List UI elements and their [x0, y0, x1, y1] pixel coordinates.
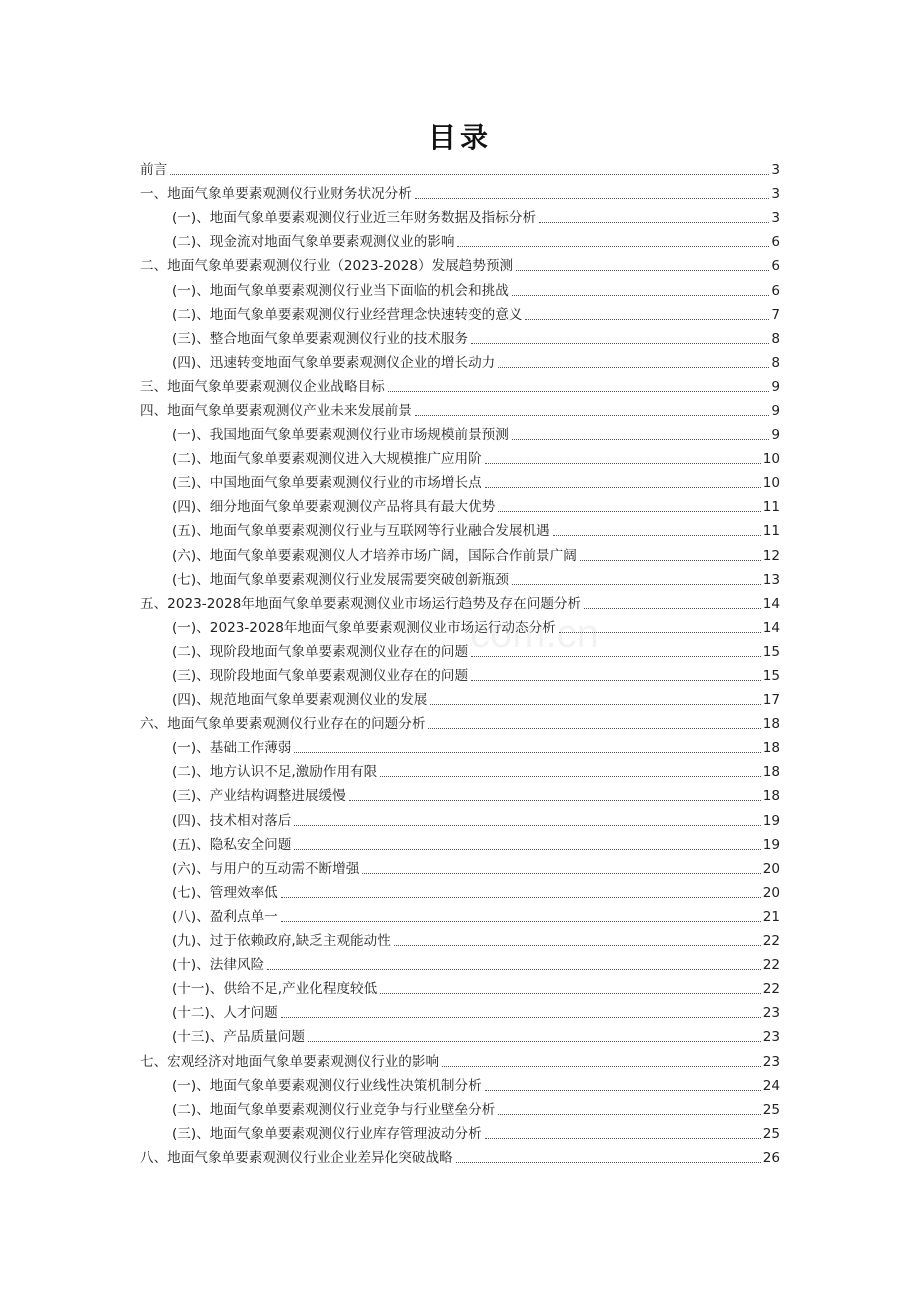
toc-entry-page: 15	[762, 643, 780, 660]
toc-entry[interactable]	[140, 592, 780, 616]
toc-entry-label: (四)、规范地面气象单要素观测仪业的发展	[172, 692, 428, 709]
toc-entry[interactable]	[140, 857, 780, 881]
toc-leader-dots	[498, 510, 760, 512]
toc-entry[interactable]	[140, 158, 780, 182]
toc-leader-dots	[394, 944, 761, 946]
toc-entry-label: (四)、技术相对落后	[172, 812, 292, 829]
toc-entry-label: (九)、过于依赖政府,缺乏主观能动性	[172, 933, 391, 950]
toc-leader-dots	[294, 848, 760, 850]
toc-entry[interactable]	[140, 447, 780, 471]
toc-entry-label: (一)、地面气象单要素观测仪行业近三年财务数据及指标分析	[172, 210, 537, 227]
toc-entry-label: (十三)、产品质量问题	[172, 1029, 305, 1046]
toc-leader-dots	[294, 751, 760, 753]
toc-entry[interactable]	[140, 1122, 780, 1146]
toc-leader-dots	[553, 534, 761, 536]
toc-entry-label: (三)、现阶段地面气象单要素观测仪业存在的问题	[172, 668, 469, 685]
toc-leader-dots	[485, 486, 761, 488]
toc-entry-page: 18	[762, 788, 780, 805]
toc-entry-page: 20	[762, 860, 780, 877]
toc-entry-label: 四、地面气象单要素观测仪产业未来发展前景	[140, 402, 412, 419]
toc-leader-dots	[428, 727, 760, 729]
toc-leader-dots	[380, 992, 760, 994]
toc-entry[interactable]	[140, 881, 780, 905]
toc-entry-label: (二)、地方认识不足,激励作用有限	[172, 764, 378, 781]
toc-entry[interactable]	[140, 423, 780, 447]
toc-entry-page: 23	[762, 1005, 780, 1022]
toc-leader-dots	[281, 1016, 761, 1018]
toc-entry[interactable]	[140, 977, 780, 1001]
toc-entry[interactable]	[140, 278, 780, 302]
toc-entry[interactable]	[140, 495, 780, 519]
toc-entry-page: 6	[771, 258, 780, 275]
toc-entry-page: 6	[771, 282, 780, 299]
toc-leader-dots	[308, 1040, 761, 1042]
toc-entry[interactable]	[140, 375, 780, 399]
toc-leader-dots	[457, 245, 769, 247]
toc-entry-page: 18	[762, 764, 780, 781]
toc-entry-page: 21	[762, 908, 780, 925]
toc-entry-page: 10	[762, 475, 780, 492]
toc-entry[interactable]	[140, 230, 780, 254]
toc-entry-label: 七、宏观经济对地面气象单要素观测仪行业的影响	[140, 1053, 440, 1070]
toc-entry-label: (一)、2023-2028年地面气象单要素观测仪业市场运行动态分析	[172, 619, 556, 636]
toc-entry-label: (六)、与用户的互动需不断增强	[172, 860, 360, 877]
toc-entry[interactable]	[140, 664, 780, 688]
toc-entry[interactable]	[140, 1049, 780, 1073]
toc-entry-page: 8	[771, 330, 780, 347]
toc-leader-dots	[380, 775, 760, 777]
toc-entry-page: 11	[762, 499, 780, 516]
toc-entry-label: 三、地面气象单要素观测仪企业战略目标	[140, 378, 385, 395]
toc-entry-page: 18	[762, 740, 780, 757]
toc-entry-page: 7	[771, 306, 780, 323]
toc-entry-label: (三)、中国地面气象单要素观测仪行业的市场增长点	[172, 475, 482, 492]
toc-entry-page: 23	[762, 1029, 780, 1046]
toc-entry-label: 二、地面气象单要素观测仪行业（2023-2028）发展趋势预测	[140, 258, 514, 275]
toc-leader-dots	[485, 1089, 761, 1091]
toc-entry[interactable]	[140, 905, 780, 929]
toc-entry[interactable]	[140, 1098, 780, 1122]
toc-entry-page: 6	[771, 234, 780, 251]
toc-entry-page: 22	[762, 933, 780, 950]
toc-leader-dots	[170, 173, 769, 175]
toc-entry-label: (一)、地面气象单要素观测仪行业当下面临的机会和挑战	[172, 282, 509, 299]
toc-entry[interactable]	[140, 471, 780, 495]
toc-leader-dots	[525, 318, 769, 320]
toc-leader-dots	[349, 799, 761, 801]
toc-entry[interactable]	[140, 399, 780, 423]
toc-entry[interactable]	[140, 929, 780, 953]
watermark: com.cn	[470, 612, 599, 656]
toc-leader-dots	[471, 342, 769, 344]
toc-leader-dots	[471, 655, 761, 657]
toc-leader-dots	[267, 968, 761, 970]
toc-entry[interactable]	[140, 1146, 780, 1170]
toc-entry-page: 24	[762, 1077, 780, 1094]
toc-leader-dots	[512, 438, 769, 440]
toc-entry[interactable]	[140, 254, 780, 278]
toc-entry-page: 17	[762, 692, 780, 709]
toc-entry-page: 8	[771, 354, 780, 371]
toc-entry[interactable]	[140, 953, 780, 977]
toc-entry[interactable]	[140, 519, 780, 543]
toc-entry[interactable]	[140, 688, 780, 712]
toc-entry-label: (四)、迅速转变地面气象单要素观测仪企业的增长动力	[172, 354, 496, 371]
toc-entry-label: (二)、现阶段地面气象单要素观测仪业存在的问题	[172, 643, 469, 660]
toc-entry-page: 9	[771, 427, 780, 444]
toc-leader-dots	[442, 1065, 761, 1067]
toc-entry-label: 六、地面气象单要素观测仪行业存在的问题分析	[140, 716, 426, 733]
toc-entry-label: (一)、地面气象单要素观测仪行业线性决策机制分析	[172, 1077, 482, 1094]
toc-entry-page: 20	[762, 884, 780, 901]
toc-leader-dots	[512, 583, 761, 585]
toc-entry-page: 9	[771, 402, 780, 419]
toc-entry-label: (五)、地面气象单要素观测仪行业与互联网等行业融合发展机遇	[172, 523, 550, 540]
toc-leader-dots	[281, 920, 761, 922]
toc-leader-dots	[512, 294, 769, 296]
toc-entry-page: 26	[762, 1149, 780, 1166]
toc-entry-label: (一)、我国地面气象单要素观测仪行业市场规模前景预测	[172, 427, 509, 444]
toc-entry-label: (一)、基础工作薄弱	[172, 740, 292, 757]
toc-entry-page: 3	[771, 210, 780, 227]
toc-entry-page: 3	[771, 186, 780, 203]
toc-entry[interactable]	[140, 182, 780, 206]
toc-entry-label: 八、地面气象单要素观测仪行业企业差异化突破战略	[140, 1149, 453, 1166]
toc-leader-dots	[485, 462, 761, 464]
toc-entry-page: 19	[762, 812, 780, 829]
toc-entry-label: 前言	[140, 162, 168, 179]
toc-entry[interactable]	[140, 760, 780, 784]
toc-entry[interactable]	[140, 206, 780, 230]
toc-entry-page: 3	[771, 162, 780, 179]
toc-leader-dots	[539, 221, 769, 223]
toc-entry[interactable]	[140, 327, 780, 351]
toc-entry[interactable]	[140, 544, 780, 568]
toc-entry-label: (八)、盈利点单一	[172, 908, 278, 925]
toc-leader-dots	[430, 703, 760, 705]
toc-entry-label: 五、2023-2028年地面气象单要素观测仪业市场运行趋势及存在问题分析	[140, 595, 582, 612]
toc-entry-label: (六)、地面气象单要素观测仪人才培养市场广阔，国际合作前景广阔	[172, 547, 577, 564]
table-of-contents	[140, 158, 780, 1170]
toc-leader-dots	[388, 390, 770, 392]
toc-entry[interactable]	[140, 616, 780, 640]
toc-leader-dots	[456, 1161, 761, 1163]
toc-entry[interactable]	[140, 640, 780, 664]
toc-entry-label: (二)、地面气象单要素观测仪行业经营理念快速转变的意义	[172, 306, 523, 323]
toc-leader-dots	[498, 366, 769, 368]
toc-entry-page: 19	[762, 836, 780, 853]
toc-entry[interactable]	[140, 568, 780, 592]
toc-entry-page: 23	[762, 1053, 780, 1070]
toc-entry-label: (十一)、供给不足,产业化程度较低	[172, 981, 378, 998]
toc-leader-dots	[559, 631, 761, 633]
toc-entry-label: (十二)、人才问题	[172, 1005, 278, 1022]
toc-entry-label: (七)、管理效率低	[172, 884, 278, 901]
toc-entry-page: 25	[762, 1125, 780, 1142]
toc-entry-page: 14	[762, 619, 780, 636]
toc-entry-label: (五)、隐私安全问题	[172, 836, 292, 853]
toc-entry-label: (三)、产业结构调整进展缓慢	[172, 788, 346, 805]
toc-leader-dots	[415, 197, 769, 199]
toc-entry-label: (三)、整合地面气象单要素观测仪行业的技术服务	[172, 330, 469, 347]
toc-entry-page: 18	[762, 716, 780, 733]
toc-leader-dots	[498, 1113, 760, 1115]
toc-entry-page: 11	[762, 523, 780, 540]
toc-leader-dots	[580, 559, 761, 561]
toc-entry[interactable]	[140, 351, 780, 375]
toc-entry-label: (二)、地面气象单要素观测仪进入大规模推广应用阶	[172, 451, 482, 468]
toc-leader-dots	[584, 607, 761, 609]
toc-entry-label: (三)、地面气象单要素观测仪行业库存管理波动分析	[172, 1125, 482, 1142]
toc-entry-label: (十)、法律风险	[172, 957, 265, 974]
toc-entry[interactable]	[140, 784, 780, 808]
toc-leader-dots	[294, 824, 760, 826]
toc-entry-page: 22	[762, 957, 780, 974]
toc-entry-page: 15	[762, 668, 780, 685]
toc-entry-label: (七)、地面气象单要素观测仪行业发展需要突破创新瓶颈	[172, 571, 509, 588]
toc-entry-label: (二)、地面气象单要素观测仪行业竞争与行业壁垒分析	[172, 1101, 496, 1118]
toc-entry[interactable]	[140, 712, 780, 736]
toc-title: 目录	[427, 121, 492, 154]
toc-leader-dots	[281, 896, 761, 898]
toc-entry[interactable]	[140, 736, 780, 760]
toc-entry-page: 9	[771, 378, 780, 395]
toc-entry[interactable]	[140, 1001, 780, 1025]
toc-leader-dots	[516, 269, 769, 271]
toc-entry[interactable]	[140, 303, 780, 327]
toc-leader-dots	[485, 1137, 761, 1139]
toc-entry-page: 14	[762, 595, 780, 612]
toc-entry-page: 13	[762, 571, 780, 588]
toc-entry-label: (四)、细分地面气象单要素观测仪产品将具有最大优势	[172, 499, 496, 516]
toc-entry-label: 一、地面气象单要素观测仪行业财务状况分析	[140, 186, 412, 203]
toc-entry[interactable]	[140, 1025, 780, 1049]
toc-entry-page: 25	[762, 1101, 780, 1118]
toc-leader-dots	[415, 414, 769, 416]
toc-leader-dots	[362, 872, 760, 874]
toc-entry[interactable]	[140, 1074, 780, 1098]
toc-entry[interactable]	[140, 833, 780, 857]
toc-entry-page: 12	[762, 547, 780, 564]
toc-entry-label: (二)、现金流对地面气象单要素观测仪业的影响	[172, 234, 455, 251]
toc-entry-page: 22	[762, 981, 780, 998]
toc-entry[interactable]	[140, 809, 780, 833]
toc-leader-dots	[471, 679, 761, 681]
toc-entry-page: 10	[762, 451, 780, 468]
